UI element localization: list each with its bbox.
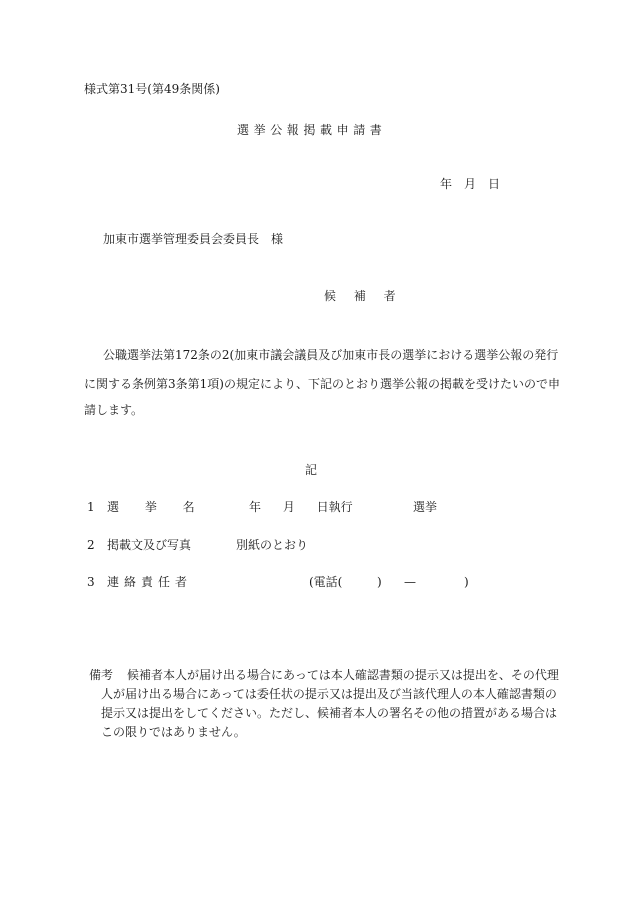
item-1-election: 選挙 <box>413 500 438 514</box>
note-line-1: 候補者本人が届け出る場合にあっては本人確認書類の提示又は提出を、その代理 <box>127 668 559 682</box>
form-number: 様式第31号(第49条関係) <box>84 82 220 96</box>
item-2-value: 別紙のとおり <box>236 538 309 552</box>
item-2-number: 2 <box>87 538 95 552</box>
item-1-label: 選 挙 名 <box>107 500 195 514</box>
item-3-phone-close: ) <box>464 575 469 589</box>
ki-heading: 記 <box>305 463 318 477</box>
item-3-label: 連絡責任者 <box>107 575 193 589</box>
addressee: 加東市選挙管理委員会委員長 様 <box>103 232 284 246</box>
candidate-label: 候 補 者 <box>324 289 396 303</box>
document-title: 選挙公報掲載申請書 <box>237 123 387 137</box>
item-1-date: 年 月 日執行 <box>249 500 353 514</box>
note-line-2: 人が届け出る場合にあっては委任状の提示又は提出及び当該代理人の本人確認書類の <box>101 687 557 701</box>
body-line-1: 公職選挙法第172条の2(加東市議会議員及び加東市長の選挙における選挙公報の発行 <box>103 348 559 362</box>
item-1-number: 1 <box>87 500 95 514</box>
note-line-4: この限りではありません。 <box>101 725 246 739</box>
date-line: 年 月 日 <box>440 177 501 191</box>
item-3-phone-mid: ) <box>377 575 382 589</box>
item-3-phone-dash: — <box>404 575 416 589</box>
body-line-3: 請します。 <box>84 403 144 417</box>
item-3-number: 3 <box>87 575 95 589</box>
item-2-label: 掲載文及び写真 <box>107 538 192 552</box>
note-label: 備考 <box>89 668 114 682</box>
note-line-3: 提示又は提出をしてください。ただし、候補者本人の署名その他の措置がある場合は <box>101 706 558 720</box>
item-3-phone-open: (電話( <box>309 575 343 589</box>
body-line-2: に関する条例第3条第1項)の規定により、下記のとおり選挙公報の掲載を受けたいので申 <box>84 377 560 391</box>
